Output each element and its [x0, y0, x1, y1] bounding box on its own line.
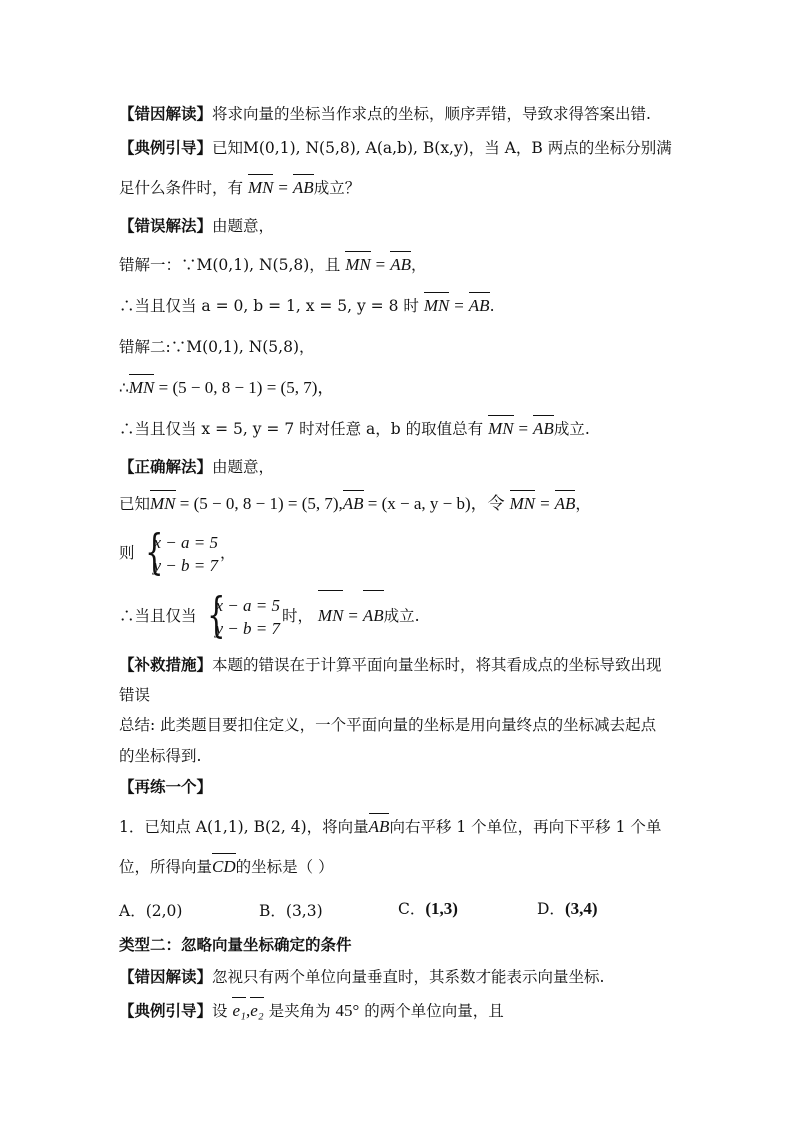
paragraph-text: 总结: 此类题目要扣住定义，一个平面向量的坐标是用向量终点的坐标减去起点 [119, 716, 657, 734]
text: ∴ [119, 379, 129, 397]
text: 设 [212, 1002, 228, 1020]
wrong-solution-two-computation [119, 377, 334, 399]
type-two-error-cause [119, 966, 604, 988]
wrong-solution-two-conclusion [119, 418, 590, 440]
text: 足什么条件时，有 [119, 179, 244, 197]
paragraph-text: 忽视只有两个单位向量垂直时，其系数才能表示向量坐标. [212, 968, 605, 986]
equals-sign: = [348, 606, 358, 625]
option-value: (3,3) [285, 902, 323, 920]
vector-ab: AB [292, 178, 314, 197]
text: 则 [119, 544, 135, 562]
vector-mn: MN [488, 419, 514, 438]
formula: = (5 − 0, 8 − 1) = (5, 7), [175, 494, 343, 513]
wrong-solution-one [119, 254, 426, 276]
option-b[interactable] [259, 899, 323, 921]
practice-heading [119, 776, 212, 798]
equals-sign: = [518, 419, 529, 438]
wrong-solution-two [119, 336, 315, 358]
option-label: C． [398, 900, 426, 918]
text: 成立. [553, 420, 590, 438]
text: . [489, 297, 495, 315]
section-tag: 【错误解法】 [119, 217, 213, 235]
text: 位，所得向量 [119, 858, 213, 876]
equation-row: { x − a = 5 [153, 533, 218, 552]
paragraph-text: 本题的错误在于计算平面向量坐标时，将其看成点的坐标导致出现 [212, 656, 662, 674]
section-tag: 【正确解法】 [119, 458, 213, 476]
equals-sign: = [375, 255, 386, 274]
vector-ab: AB [554, 494, 576, 513]
paragraph-text: 由题意， [212, 217, 275, 235]
vector-ab: AB [368, 817, 390, 836]
remedy-paragraph-cont [119, 684, 150, 706]
vector-ab: AB [342, 494, 364, 513]
text: 是夹角为 [268, 1002, 331, 1020]
text: 错解一：∵M(0,1), N(5,8)，且 [119, 256, 341, 274]
vector-mn: MN [247, 178, 274, 197]
text: 的坐标是（ ） [235, 858, 334, 876]
practice-question-cont [119, 856, 334, 878]
text: 向右平移 1 个单位，再向下平移 1 个单 [389, 818, 662, 836]
option-a[interactable] [119, 899, 182, 921]
text: ∴当且仅当 [119, 607, 197, 625]
text: ∴当且仅当 x = 5, y = 7 时对任意 a，b 的取值总有 [119, 420, 484, 438]
option-c[interactable] [398, 897, 458, 919]
text: 已知 [119, 495, 151, 513]
paragraph-text: 由题意， [212, 458, 275, 476]
example-paragraph [119, 137, 672, 159]
angle-value: 45° [335, 1001, 360, 1020]
option-value: (3,4) [564, 899, 598, 918]
option-value: (2,0) [145, 902, 183, 920]
text: 成立？ [313, 179, 361, 197]
text: 的两个单位向量，且 [364, 1002, 504, 1020]
vector-cd: CD [212, 857, 236, 876]
text: 1．已知点 A(1,1), B(2, 4)，将向量 [119, 818, 369, 836]
option-value: (1,3) [425, 899, 458, 918]
summary-paragraph-cont [119, 745, 201, 767]
vector-ab: AB [533, 419, 554, 438]
option-label: D． [537, 900, 565, 918]
type-two-example [119, 1000, 504, 1022]
vector-mn: MN [318, 593, 344, 639]
vector-mn: MN [345, 255, 371, 274]
section-tag: 【典例引导】 [119, 1002, 213, 1020]
vector-e2: e₂ [250, 1001, 264, 1020]
vector-mn: MN [150, 494, 176, 513]
vector-ab: AB [363, 593, 384, 639]
summary-paragraph [119, 714, 656, 736]
equals-sign: = [540, 494, 550, 513]
wrong-solution-heading [119, 215, 274, 237]
section-heading: 类型二：忽略向量坐标确定的条件 [119, 936, 352, 954]
vector-mn: MN [128, 378, 155, 397]
paragraph-text: 已知M(0,1), N(5,8), A(a,b), B(x,y)，当 A，B 两点的坐标分别满 [212, 139, 672, 157]
section-tag: 【错因解读】 [119, 105, 213, 123]
vector-mn: MN [423, 296, 450, 315]
practice-question [119, 816, 661, 838]
section-tag: 【再练一个】 [119, 778, 213, 796]
equals-sign: = [454, 296, 464, 315]
vector-ab: AB [468, 296, 490, 315]
option-d[interactable] [537, 897, 598, 919]
equals-sign: = [278, 178, 288, 197]
vector-ab: AB [390, 255, 411, 274]
equation-row: y − b = 7 [215, 619, 280, 638]
equation-system-line [119, 530, 235, 577]
wrong-solution-one-conclusion [119, 295, 495, 317]
section-tag: 【典例引导】 [119, 139, 213, 157]
paragraph-text: 错误 [119, 686, 151, 704]
error-cause-paragraph [119, 103, 651, 125]
equation-system [203, 594, 280, 640]
vector-e1: e₁ [232, 1001, 246, 1020]
text: 错解二:∵M(0,1), N(5,8)， [119, 338, 315, 356]
option-label: A． [119, 902, 146, 920]
paragraph-text: 的坐标得到. [119, 747, 202, 765]
equation-row: y − b = 7 [153, 556, 218, 575]
text: ， [410, 256, 427, 274]
text: 时， [281, 607, 313, 625]
equation-row: { x − a = 5 [215, 596, 280, 615]
correct-solution-heading [119, 456, 274, 478]
remedy-paragraph [119, 654, 662, 676]
text: 成立. [383, 607, 420, 625]
separator: , [245, 1001, 251, 1020]
correct-solution-line [119, 493, 591, 515]
text: ， [575, 495, 591, 513]
option-label: B． [259, 902, 286, 920]
formula: = (x − a, y − b)，令 [363, 494, 505, 513]
formula: = (5 − 0, 8 − 1) = (5, 7)， [154, 378, 335, 397]
correct-solution-conclusion [119, 593, 420, 640]
section-tag: 【补救措施】 [119, 656, 213, 674]
vector-mn: MN [509, 494, 536, 513]
text: ∴当且仅当 a = 0, b = 1, x = 5, y = 8 时 [119, 297, 419, 315]
example-question-line [119, 177, 360, 199]
paragraph-text: 将求向量的坐标当作求点的坐标，顺序弄错，导致求得答案出错. [212, 105, 651, 123]
equation-system [141, 531, 218, 577]
type-two-heading [119, 934, 352, 956]
section-tag: 【错因解读】 [119, 968, 213, 986]
text: ， [219, 544, 236, 562]
